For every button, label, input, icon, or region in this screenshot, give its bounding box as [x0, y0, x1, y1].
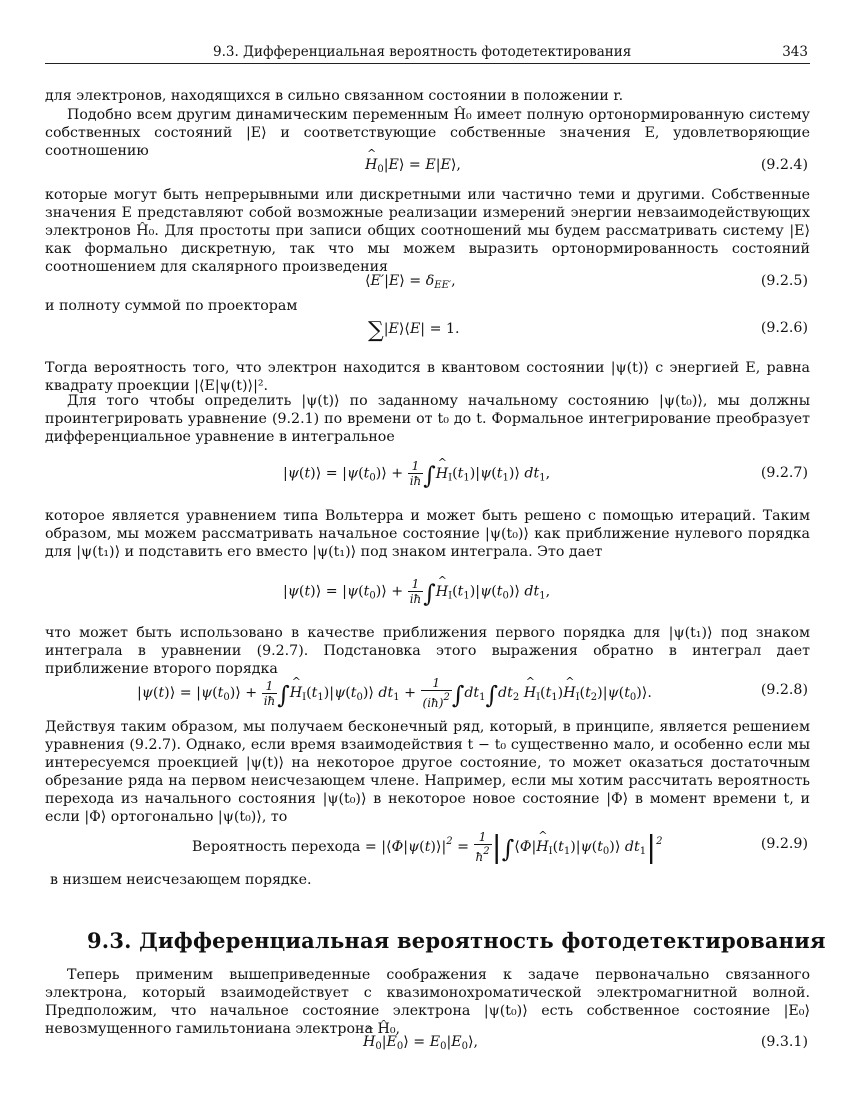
paragraph-1: для электронов, находящихся в сильно связанном состоянии в положении r. — [45, 88, 624, 104]
running-header-title: 9.3. Дифференциальная вероятность фотодетектирования — [213, 44, 632, 60]
equation-9-2-9 — [45, 822, 810, 864]
paragraph-3: которые могут быть непрерывными или дискретными или частично теми и другими. Собственные значения E представляют собой возможные реализации измерений энергии невзаимодействующих электронов Ĥ₀. Для простоты при записи общих соотношений мы будем рассматривать систему |E⟩ как формально дискретную, так что мы можем выразить ортонормированность состояний соотношением для скалярного произведения — [45, 187, 810, 275]
equation-9-2-4-body: ^ $H_0|E⟩$ = E|E⟩, — [365, 157, 461, 175]
equation-9-2-6 — [45, 318, 810, 352]
paragraph-6: Для того чтобы определить |ψ(t)⟩ по заданному начальному состоянию |ψ(t₀)⟩, мы должны проинтегрировать уравнение (9.2.1) по времени от t₀ до t. Формальное интегрирование преобразует дифференциальное уравнение в интегральное — [45, 393, 810, 445]
equation-number: (9.2.9) — [760, 836, 808, 852]
paragraph-7: которое является уравнением типа Вольтерра и может быть решено с помощью итераций. Таким образом, мы можем рассматривать начальное состояние |ψ(t₀)⟩ как приближение нулевого порядка для |ψ(t₁)⟩ и подставить его вместо |ψ(t₁)⟩ под знаком интеграла. Это дает — [45, 508, 810, 560]
equation-9-3-1-body: ^ $H_0|E_0⟩$ = $E_0|E_0⟩$, — [363, 1034, 478, 1052]
equation-9-2-9-label: Вероятность перехода — [192, 839, 361, 855]
equation-9-2-9-body: Вероятность перехода = $|⟨\Phi|\psi(t)⟩|^2$ = $\frac{1}{ħ^2}$ |∫⟨Φ|^ $H_I(t_1)|\psi(t_0)⟩$ $dt_1|^2$ — [192, 830, 663, 865]
paragraph-4: и полноту суммой по проекторам — [45, 298, 298, 314]
equation-first-order-body: |ψ(t)⟩ = $|\psi(t_0)⟩$ + $\frac{1}{iħ}$ ∫^ $H_I(t_1)|\psi(t_0)⟩$ $dt_1$, — [283, 577, 550, 608]
equation-9-3-1 — [45, 1034, 810, 1058]
equation-number: (9.2.5) — [760, 273, 808, 289]
paragraph-8: что может быть использовано в качестве приближения первого порядка для |ψ(t₁)⟩ под знаком интеграла в уравнении (9.2.7). Подстановка этого выражения обратно в интеграл дает приближение второго порядка — [45, 625, 810, 677]
paragraph-2: Подобно всем другим динамическим переменным Ĥ₀ имеет полную ортонормированную систему собственных состояний |E⟩ и соответствующие собственные значения E, удовлетворяющие соотношению — [45, 107, 810, 159]
equation-9-2-5 — [45, 273, 810, 297]
equation-number: (9.2.8) — [760, 682, 808, 698]
equation-9-2-6-body: ∑|E⟩⟨E| = 1. — [368, 318, 460, 343]
equation-number: (9.2.6) — [760, 320, 808, 336]
equation-9-2-5-body: ⟨E′|E⟩ = $\delta_{EE'}$, — [365, 273, 456, 291]
paragraph-9: Действуя таким образом, мы получаем бесконечный ряд, который, в принципе, является решением уравнения (9.2.7). Однако, если время взаимодействия t − t₀ существенно мало, и особенно если мы интересуемся проекцией |ψ(t)⟩ на некоторое другое состояние, то может оказаться достаточным обрезание ряда на первом неисчезающем члене. Например, если мы хотим рассчитать вероятность перехода из начального состояния |ψ(t₀)⟩ в некоторое новое состояние |Φ⟩ в момент времени t, и если |Φ⟩ ортогонально |ψ(t₀)⟩, то — [45, 719, 810, 825]
equation-9-2-8 — [45, 672, 810, 708]
equation-9-2-4 — [45, 157, 810, 181]
paragraph-10: в низшем неисчезающем порядке. — [50, 872, 312, 888]
equation-number: (9.2.7) — [760, 465, 808, 481]
running-header — [45, 43, 810, 64]
equation-number: (9.3.1) — [760, 1034, 808, 1050]
section-heading: 9.3. Дифференциальная вероятность фотодетектирования — [87, 928, 826, 953]
paragraph-11: Теперь применим вышеприведенные соображения к задаче первоначально связанного электрона, который взаимодействует с квазимонохроматической электромагнитной волной. Предположим, что начальное состояние электрона |ψ(t₀)⟩ есть собственное состояние |E₀⟩ невозмущенного гамильтониана электрона Ĥ₀, — [45, 967, 810, 1037]
equation-9-2-8-body: |ψ(t)⟩ = $|\psi(t_0)⟩$ + $\frac{1}{iħ}$ ∫^ $H_I(t_1)|\psi(t_0)⟩$ $dt_1$ + $\frac{1}{(iħ)^2}$ $\int dt_1\int dt_2$ ^ $H_I(t_1)\^{}$ $H_I(t_2)|\psi(t_0)⟩$. — [137, 676, 652, 710]
paragraph-5: Тогда вероятность того, что электрон находится в квантовом состоянии |ψ(t)⟩ с энергией E, равна квадрату проекции |⟨E|ψ(t)⟩|². — [45, 360, 810, 394]
equation-9-2-7 — [45, 455, 810, 491]
equation-9-2-7-body: |ψ(t)⟩ = $|\psi(t_0)⟩$ + $\frac{1}{iħ}$ ∫^ $H_I(t_1)|\psi(t_1)⟩$ $dt_1$, — [283, 459, 550, 490]
equation-first-order — [45, 573, 810, 609]
equation-number: (9.2.4) — [760, 157, 808, 173]
page-number: 343 — [782, 44, 808, 60]
